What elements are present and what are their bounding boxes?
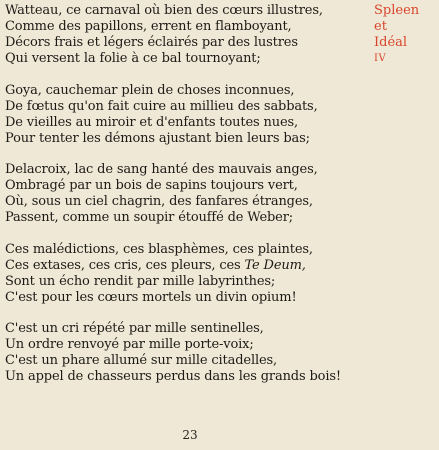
- verse-line: Un appel de chasseurs perdus dans les grands bois!: [5, 369, 341, 384]
- verse-line-italic: Te Deum,: [244, 257, 306, 273]
- verse-line: Sont un écho rendit par mille labyrinthes;: [5, 273, 276, 289]
- stanza: [5, 242, 365, 306]
- verse-line: C'est un phare allumé sur mille citadelles,: [5, 353, 278, 368]
- stanza: [5, 3, 365, 67]
- verse-line: Pour tenter les démons ajustant bien leurs bas;: [5, 130, 310, 146]
- verse-line: C'est pour les cœurs mortels un divin opium!: [5, 289, 297, 305]
- section-heading-line: IV: [374, 53, 387, 64]
- verse-line: De fœtus qu'on fait cuire au millieu des sabbats,: [5, 98, 318, 114]
- verse-line: Delacroix, lac de sang hanté des mauvais anges,: [5, 162, 318, 177]
- verse-line-text: Ces extases, ces cris, ces pleurs, ces: [5, 257, 245, 273]
- section-heading-line: Idéal: [374, 35, 408, 50]
- stanza: [5, 83, 365, 147]
- stanza: [5, 162, 365, 226]
- section-heading-line: Spleen: [374, 3, 420, 18]
- verse-line: De vieilles au miroir et d'enfants toutes nues,: [5, 114, 299, 130]
- verse-line: Comme des papillons, errent en flamboyant,: [5, 19, 292, 34]
- stanza: [5, 321, 365, 385]
- verse-line: C'est un cri répété par mille sentinelles,: [5, 321, 264, 336]
- verse-line: Ombragé par un bois de sapins toujours vert,: [5, 178, 298, 193]
- verse-line: [5, 258, 365, 274]
- verse-line: Un ordre renvoyé par mille porte-voix;: [5, 337, 254, 352]
- verse-line: Ces malédictions, ces blasphèmes, ces plaintes,: [5, 241, 313, 257]
- page-number: 23: [182, 428, 198, 442]
- section-heading: [374, 3, 438, 67]
- verse-line: Où, sous un ciel chagrin, des fanfares étranges,: [5, 194, 313, 209]
- verse-line: Goya, cauchemar plein de choses inconnues,: [5, 82, 295, 98]
- verse-line: Décors frais et légers éclairés par des lustres: [5, 35, 298, 50]
- section-heading-line: et: [374, 19, 387, 34]
- verse-line: Passent, comme un soupir étouffé de Weber;: [5, 210, 293, 225]
- verse-line: Qui versent la folie à ce bal tournoyant;: [5, 51, 261, 66]
- poem-text: [5, 3, 365, 401]
- verse-line: Watteau, ce carnaval où bien des cœurs illustres,: [5, 3, 323, 18]
